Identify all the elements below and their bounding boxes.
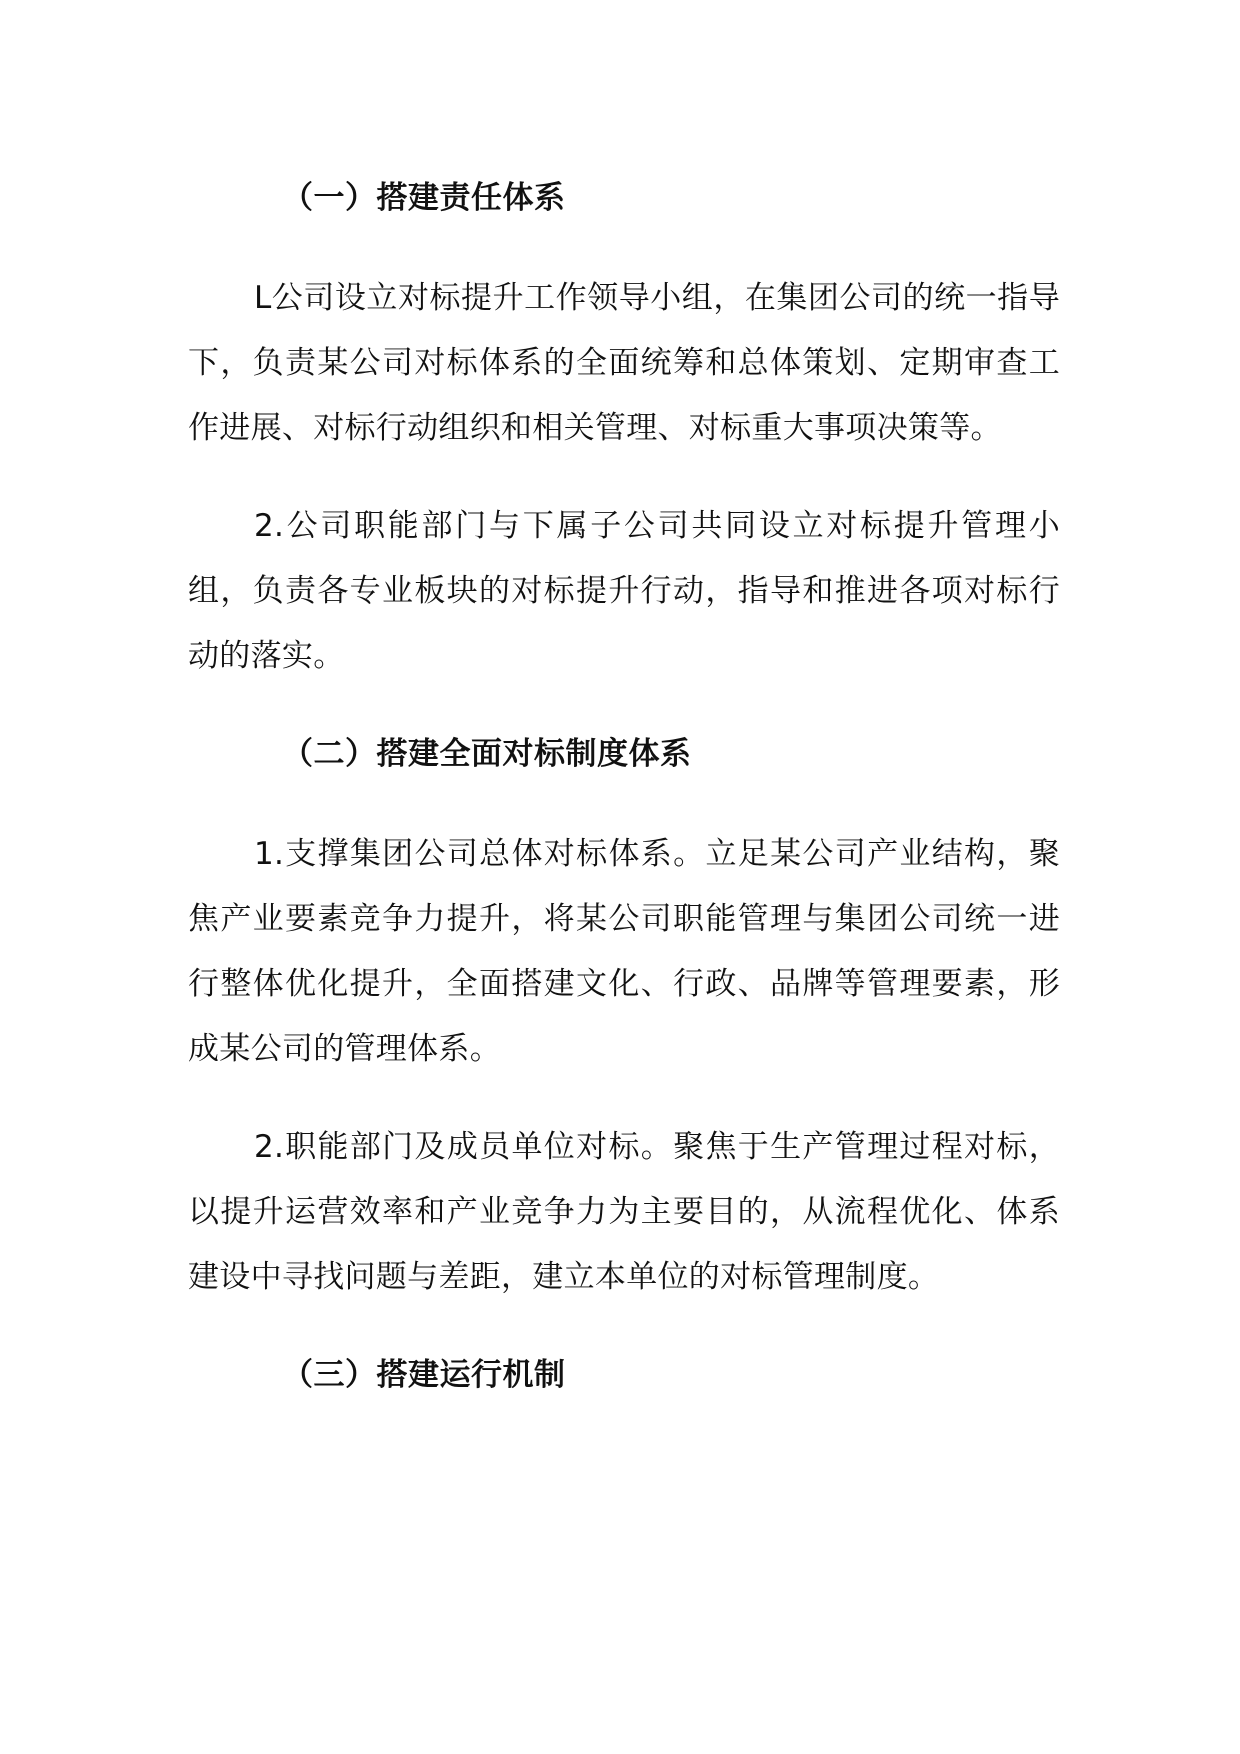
- section-1-paragraph-2: 2.公司职能部门与下属子公司共同设立对标提升管理小组，负责各专业板块的对标提升行动，指导和推进各项对标行动的落实。: [188, 508, 1060, 674]
- section-1-paragraph-1: L公司设立对标提升工作领导小组，在集团公司的统一指导下，负责某公司对标体系的全面统筹和总体策划、定期审查工作进展、对标行动组织和相关管理、对标重大事项决策等。: [188, 280, 1060, 446]
- section-2-paragraph-2: 2.职能部门及成员单位对标。聚焦于生产管理过程对标，以提升运营效率和产业竞争力为主要目的，从流程优化、体系建设中寻找问题与差距，建立本单位的对标管理制度。: [188, 1129, 1060, 1295]
- document-body: [188, 166, 1060, 1407]
- section-2-paragraph-1: 1.支撑集团公司总体对标体系。立足某公司产业结构，聚焦产业要素竞争力提升，将某公司职能管理与集团公司统一进行整体优化提升，全面搭建文化、行政、品牌等管理要素，形成某公司的管理体系。: [188, 836, 1060, 1067]
- section-heading-3: （三）搭建运行机制: [282, 1357, 566, 1393]
- section-heading-1: （一）搭建责任体系: [282, 180, 566, 216]
- section-heading-2: （二）搭建全面对标制度体系: [282, 736, 692, 772]
